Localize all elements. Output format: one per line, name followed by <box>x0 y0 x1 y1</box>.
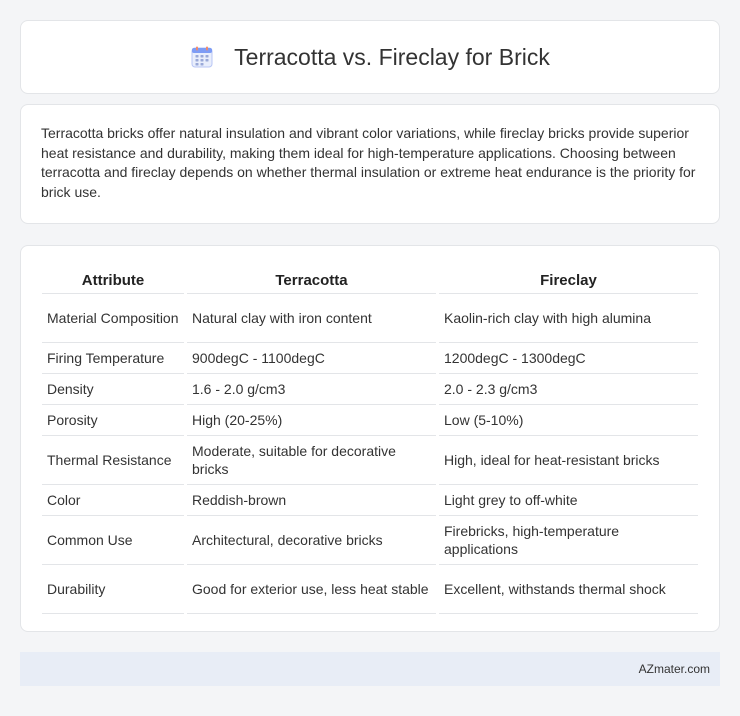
title-card <box>20 20 720 94</box>
table-row <box>42 436 698 485</box>
table-row <box>42 294 698 343</box>
cell-terracotta: 900degC - 1100degC <box>187 343 436 374</box>
table-header-row <box>42 266 698 294</box>
calendar-icon <box>190 45 214 69</box>
footer <box>20 652 720 686</box>
page-title: Terracotta vs. Fireclay for Brick <box>234 43 550 70</box>
comparison-table-card <box>20 245 720 632</box>
cell-attribute: Porosity <box>42 405 184 436</box>
cell-fireclay: High, ideal for heat-resistant bricks <box>439 436 698 485</box>
cell-fireclay: Firebricks, high-temperature applications <box>439 516 698 565</box>
table-row <box>42 485 698 516</box>
cell-terracotta: Moderate, suitable for decorative bricks <box>187 436 436 485</box>
cell-fireclay: 2.0 - 2.3 g/cm3 <box>439 374 698 405</box>
cell-attribute: Firing Temperature <box>42 343 184 374</box>
cell-attribute: Material Composition <box>42 294 184 343</box>
header-fireclay: Fireclay <box>439 266 698 294</box>
cell-fireclay: Excellent, withstands thermal shock <box>439 565 698 614</box>
summary-text: Terracotta bricks offer natural insulation and vibrant color variations, while fireclay bricks provide superior heat resistance and durability, making them ideal for high-temperature applications. Choosing between terracotta and fireclay depends on whether thermal insulation or extreme heat endurance is the priority for brick use. <box>41 125 696 200</box>
table-row <box>42 374 698 405</box>
cell-terracotta: Natural clay with iron content <box>187 294 436 343</box>
cell-terracotta: High (20-25%) <box>187 405 436 436</box>
cell-attribute: Density <box>42 374 184 405</box>
cell-terracotta: Good for exterior use, less heat stable <box>187 565 436 614</box>
cell-terracotta: Architectural, decorative bricks <box>187 516 436 565</box>
cell-attribute: Durability <box>42 565 184 614</box>
table-row <box>42 405 698 436</box>
footer-brand: AZmater.com <box>638 662 710 676</box>
cell-fireclay: Light grey to off-white <box>439 485 698 516</box>
table-row <box>42 565 698 614</box>
table-row <box>42 516 698 565</box>
summary-card <box>20 104 720 224</box>
cell-terracotta: 1.6 - 2.0 g/cm3 <box>187 374 436 405</box>
cell-fireclay: Kaolin-rich clay with high alumina <box>439 294 698 343</box>
cell-attribute: Thermal Resistance <box>42 436 184 485</box>
cell-fireclay: 1200degC - 1300degC <box>439 343 698 374</box>
comparison-table <box>39 266 701 614</box>
title-row <box>190 44 550 71</box>
header-terracotta: Terracotta <box>187 266 436 294</box>
cell-attribute: Common Use <box>42 516 184 565</box>
cell-fireclay: Low (5-10%) <box>439 405 698 436</box>
cell-attribute: Color <box>42 485 184 516</box>
header-attribute: Attribute <box>42 266 184 294</box>
cell-terracotta: Reddish-brown <box>187 485 436 516</box>
table-row <box>42 343 698 374</box>
